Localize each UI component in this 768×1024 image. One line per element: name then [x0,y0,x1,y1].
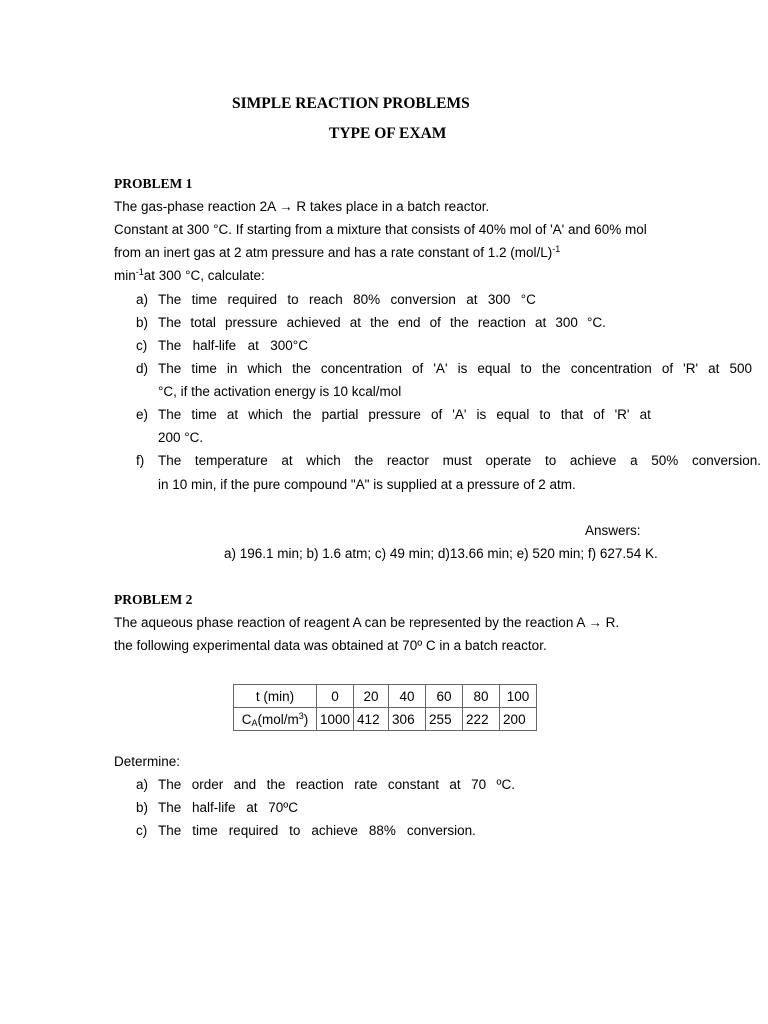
table-cell: 412 [354,708,389,731]
table-cell: 60 [426,685,463,708]
word: to [539,407,551,422]
word: time [191,292,218,307]
p1-marker-c: c) [136,338,148,353]
word: in [226,361,238,376]
word: °C [520,292,536,307]
experimental-data-table [233,684,537,731]
word: achieve [311,823,358,838]
word: to [287,292,299,307]
word: is [476,407,487,422]
word: and [233,777,257,792]
word: which [247,361,282,376]
word: 88% [368,823,396,838]
word: a [630,453,638,468]
word: 50% [651,453,679,468]
word: conversion. [691,453,761,468]
p2-marker-c: c) [136,823,148,838]
word: at [226,407,239,422]
p1-marker-b: b) [136,315,149,330]
word: The [158,315,182,330]
p1-item-d-continuation: °C, if the activation energy is 10 kcal/mol [158,384,402,399]
line-3-exponent: -1 [552,244,561,254]
p1-marker-f: f) [136,453,145,468]
problem-2-heading: PROBLEM 2 [114,592,193,607]
word: the [266,777,286,792]
word: achieved [286,315,341,330]
word: to [544,453,557,468]
word: of [412,361,424,376]
p2-marker-b: b) [136,800,149,815]
table-cell: 20 [354,685,389,708]
table-header-concentration [234,708,317,731]
word: at [247,338,259,353]
p2-marker-a: a) [136,777,149,792]
word: 300 [555,315,578,330]
word: of [429,315,441,330]
word: of [430,407,443,422]
word: which [248,407,283,422]
word: The [158,800,182,815]
word: at [708,361,720,376]
line-4-exponent: -1 [135,267,144,277]
p1-item-e-continuation: 200 °C. [158,430,204,445]
p1-item-f-continuation: in 10 min, if the pure compound "A" is supplied at a pressure of 2 atm. [158,477,576,492]
p2-item-b [158,800,298,815]
table-cell: 1000 [317,708,354,731]
line-4-unit: min [114,268,136,283]
word: that [560,407,584,422]
word: 'A' [433,361,448,376]
word: achieve [569,453,617,468]
p1-marker-d: d) [136,361,149,376]
word: equal [477,361,511,376]
word: to [289,823,301,838]
table-cell: 222 [463,708,500,731]
word: The [158,361,182,376]
answers-label: Answers: [585,523,641,538]
word: pressure [224,315,278,330]
word: is [457,361,468,376]
word: concentration [320,361,402,376]
problem-1-heading: PROBLEM 1 [114,176,193,191]
word: required [227,292,278,307]
word: time [192,823,218,838]
word: reach [309,292,343,307]
p1-marker-e: e) [136,407,149,422]
word: 'A' [452,407,467,422]
p1-item-a [158,292,536,307]
word: must [442,453,472,468]
conc-label-unit: (mol/m [257,711,299,727]
word: 70ºC [268,800,298,815]
table-cell: 40 [389,685,426,708]
problem-1-line-2: Constant at 300 °C. If starting from a mixture that consists of 40% mol of 'A' and 60% mol [114,222,647,237]
table-cell: 80 [463,685,500,708]
p1-marker-a: a) [136,292,149,307]
answers-text: a) 196.1 min; b) 1.6 atm; c) 49 min; d)13.66 min; e) 520 min; f) 627.54 K. [224,546,658,561]
word: ºC. [496,777,515,792]
determine-label: Determine: [114,754,181,769]
word: at [281,453,293,468]
word: total [190,315,216,330]
word: temperature [194,453,268,468]
word: partial [321,407,359,422]
word: concentration [570,361,652,376]
word: the [354,453,374,468]
p1-item-e [158,407,651,422]
word: equal [496,407,530,422]
word: pressure [368,407,421,422]
table-cell: 200 [500,708,537,731]
conc-label-end: ) [303,711,309,727]
p1-item-c [158,338,308,353]
document-subtitle: TYPE OF EXAM [329,125,447,142]
word: at [466,292,478,307]
word: at [639,407,651,422]
conc-label-c: C [241,711,252,727]
word: 80% [353,292,381,307]
word: of [593,407,605,422]
p1-item-d [158,361,752,376]
word: conversion. [406,823,476,838]
word: the [370,315,389,330]
word: at [246,800,258,815]
word: half-life [192,338,237,353]
word: The [158,823,182,838]
word: reactor [386,453,429,468]
word: The [158,453,182,468]
word: The [158,777,182,792]
problem-1-line-3 [114,245,560,260]
line-3-text: from an inert gas at 2 atm pressure and has a rate constant of 1.2 (mol/L) [114,245,553,260]
word: °C. [586,315,606,330]
line-4-rest: at 300 °C, calculate: [143,268,265,283]
word: which [306,453,341,468]
word: 'R' [614,407,630,422]
word: to [520,361,532,376]
word: The [158,407,182,422]
table-cell: 306 [389,708,426,731]
word: the [292,361,311,376]
table-header-time: t (min) [234,685,317,708]
p2-item-c [158,823,476,838]
word: the [292,407,312,422]
word: end [397,315,421,330]
document-title: SIMPLE REACTION PROBLEMS [232,95,470,112]
table-row-concentration [234,708,537,731]
word: at [534,315,547,330]
word: 'R' [683,361,699,376]
table-cell: 255 [426,708,463,731]
word: reaction [295,777,344,792]
problem-2-line-2: the following experimental data was obtained at 70º C in a batch reactor. [114,638,547,653]
word: time [191,361,217,376]
p2-item-a [158,777,515,792]
conc-label-exp: 3 [298,710,304,721]
word: the [541,361,561,376]
word: of [661,361,674,376]
table-row-time [234,685,537,708]
word: 300 [487,292,511,307]
word: half-life [192,800,236,815]
problem-1-line-4 [114,268,265,283]
p1-item-f [158,453,761,468]
word: order [191,777,224,792]
problem-2-line-1: The aqueous phase reaction of reagent A can be represented by the reaction A → R. [114,615,620,630]
word: operate [485,453,532,468]
word: The [158,292,182,307]
word: rate [354,777,378,792]
word: conversion [390,292,456,307]
word: 300°C [270,338,308,353]
word: The [158,338,182,353]
word: the [449,315,469,330]
word: at [449,777,461,792]
word: reaction [477,315,526,330]
word: 500 [729,361,752,376]
word: time [191,407,217,422]
word: at [349,315,362,330]
word: constant [387,777,439,792]
table-cell: 100 [500,685,537,708]
conc-label-sub: A [251,717,258,728]
word: required [228,823,279,838]
p1-item-b [158,315,606,330]
word: 70 [471,777,487,792]
table-cell: 0 [317,685,354,708]
problem-1-line-1: The gas-phase reaction 2A → R takes place in a batch reactor. [114,199,490,214]
